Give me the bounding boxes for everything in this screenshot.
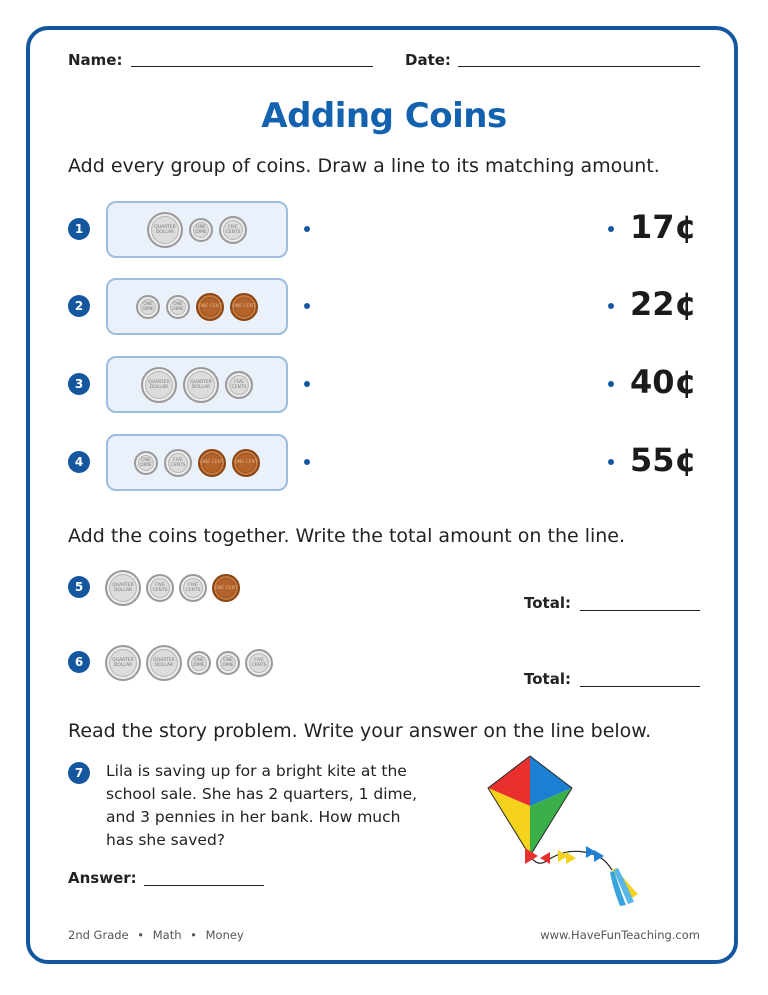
dime-coin: ONE DIME bbox=[134, 451, 158, 475]
total-answer-line[interactable] bbox=[580, 686, 700, 687]
dime-coin: ONE DIME bbox=[187, 651, 211, 675]
coin-row bbox=[105, 645, 345, 681]
match-dot-right[interactable] bbox=[608, 459, 614, 465]
nickel-coin: FIVE CENTS bbox=[225, 371, 253, 399]
bullet-icon: • bbox=[190, 928, 197, 942]
date-line[interactable] bbox=[458, 66, 700, 67]
question-number-7: 7 bbox=[68, 762, 90, 784]
question-number-2: 2 bbox=[68, 295, 90, 317]
name-line[interactable] bbox=[131, 66, 373, 67]
nickel-coin: FIVE CENTS bbox=[146, 574, 174, 602]
section3-instruction: Read the story problem. Write your answer on the line below. bbox=[68, 720, 652, 742]
quarter-coin: QUARTER DOLLAR bbox=[105, 570, 141, 606]
nickel-coin: FIVE CENTS bbox=[245, 649, 273, 677]
match-dot-left[interactable] bbox=[304, 303, 310, 309]
penny-coin: ONE CENT bbox=[198, 449, 226, 477]
story-problem: Lila is saving up for a bright kite at the school sale. She has 2 quarters, 1 dime, and 3 pennies in her bank. How much has she saved? bbox=[106, 762, 418, 849]
nickel-coin: FIVE CENTS bbox=[219, 216, 247, 244]
name-label: Name: bbox=[68, 51, 123, 69]
question-number-3: 3 bbox=[68, 373, 90, 395]
match-dot-left[interactable] bbox=[304, 226, 310, 232]
coin-group-box bbox=[106, 434, 288, 491]
nickel-coin: FIVE CENTS bbox=[179, 574, 207, 602]
answer-line[interactable] bbox=[144, 885, 264, 886]
penny-coin: ONE CENT bbox=[232, 449, 260, 477]
penny-coin: ONE CENT bbox=[230, 293, 258, 321]
dime-coin: ONE DIME bbox=[136, 295, 160, 319]
kite-icon bbox=[480, 748, 660, 913]
footer-tag-grade: 2nd Grade bbox=[68, 928, 129, 942]
question-number-5: 5 bbox=[68, 576, 90, 598]
footer-tags bbox=[68, 928, 244, 942]
dime-coin: ONE DIME bbox=[189, 218, 213, 242]
date-label: Date: bbox=[405, 51, 451, 69]
section2-instruction: Add the coins together. Write the total amount on the line. bbox=[68, 525, 626, 547]
quarter-coin: QUARTER DOLLAR bbox=[183, 367, 219, 403]
page-title: Adding Coins bbox=[261, 96, 507, 136]
question-number-1: 1 bbox=[68, 218, 90, 240]
match-dot-right[interactable] bbox=[608, 226, 614, 232]
coin-group-box bbox=[106, 201, 288, 258]
nickel-coin: FIVE CENTS bbox=[164, 449, 192, 477]
amount-option: 22¢ bbox=[630, 285, 697, 323]
dime-coin: ONE DIME bbox=[216, 651, 240, 675]
amount-option: 17¢ bbox=[630, 208, 697, 246]
penny-coin: ONE CENT bbox=[196, 293, 224, 321]
match-dot-left[interactable] bbox=[304, 381, 310, 387]
match-dot-right[interactable] bbox=[608, 381, 614, 387]
coin-row bbox=[105, 570, 345, 606]
footer-site: www.HaveFunTeaching.com bbox=[540, 928, 700, 942]
total-label: Total: bbox=[524, 670, 571, 688]
quarter-coin: QUARTER DOLLAR bbox=[146, 645, 182, 681]
total-label: Total: bbox=[524, 594, 571, 612]
match-dot-right[interactable] bbox=[608, 303, 614, 309]
quarter-coin: QUARTER DOLLAR bbox=[105, 645, 141, 681]
answer-label: Answer: bbox=[68, 869, 137, 887]
question-number-6: 6 bbox=[68, 651, 90, 673]
penny-coin: ONE CENT bbox=[212, 574, 240, 602]
amount-option: 40¢ bbox=[630, 363, 697, 401]
bullet-icon: • bbox=[137, 928, 145, 942]
dime-coin: ONE DIME bbox=[166, 295, 190, 319]
quarter-coin: QUARTER DOLLAR bbox=[147, 212, 183, 248]
coin-group-box bbox=[106, 356, 288, 413]
question-number-4: 4 bbox=[68, 451, 90, 473]
match-dot-left[interactable] bbox=[304, 459, 310, 465]
amount-option: 55¢ bbox=[630, 441, 697, 479]
coin-group-box bbox=[106, 278, 288, 335]
quarter-coin: QUARTER DOLLAR bbox=[141, 367, 177, 403]
footer-tag-subject: Math bbox=[152, 928, 182, 942]
section1-instruction: Add every group of coins. Draw a line to its matching amount. bbox=[68, 155, 660, 177]
total-answer-line[interactable] bbox=[580, 610, 700, 611]
footer-tag-topic: Money bbox=[205, 928, 244, 942]
